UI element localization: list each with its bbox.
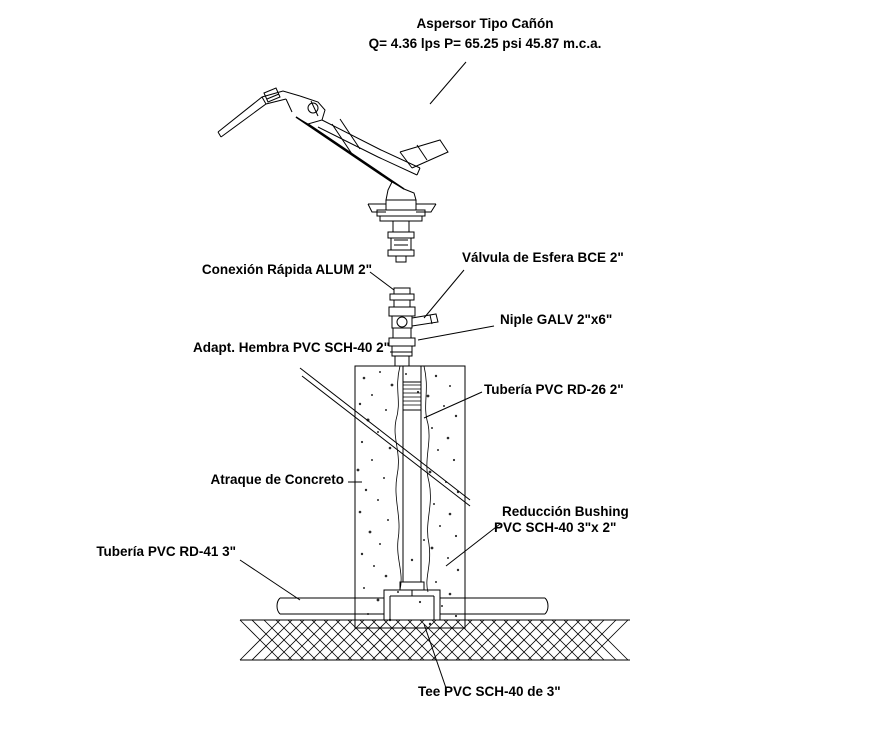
- ground-hatch: [240, 620, 630, 660]
- bushing-and-tee: [384, 582, 440, 620]
- label-reduccion-bushing-line-2: PVC SCH-40 3"x 2": [494, 520, 617, 535]
- drawing-title-line-1: Aspersor Tipo Cañón: [416, 16, 554, 31]
- leader-title: [430, 62, 466, 104]
- label-adapt-hembra: Adapt. Hembra PVC SCH-40 2": [193, 340, 390, 355]
- label-reduccion-bushing-line-1: Reducción Bushing: [502, 504, 629, 519]
- label-niple-galv: Niple GALV 2"x6": [500, 312, 613, 327]
- sprinkler-gun-icon: [218, 88, 448, 262]
- label-tuberia-rd41: Tubería PVC RD-41 3": [96, 544, 236, 559]
- label-valvula-esfera: Válvula de Esfera BCE 2": [462, 250, 624, 265]
- pipe-rd41-horizontal: [277, 598, 548, 614]
- drawing-title-line-2: Q= 4.36 lps P= 65.25 psi 45.87 m.c.a.: [368, 36, 602, 51]
- label-conexion-rapida: Conexión Rápida ALUM 2": [201, 262, 372, 277]
- label-tuberia-rd26: Tubería PVC RD-26 2": [484, 382, 624, 397]
- label-atraque-concreto: Atraque de Concreto: [210, 472, 344, 487]
- riser-valve-stack: [389, 288, 438, 366]
- pipe-rd26-vertical: [403, 366, 421, 582]
- label-tee-pvc: Tee PVC SCH-40 de 3": [418, 684, 561, 699]
